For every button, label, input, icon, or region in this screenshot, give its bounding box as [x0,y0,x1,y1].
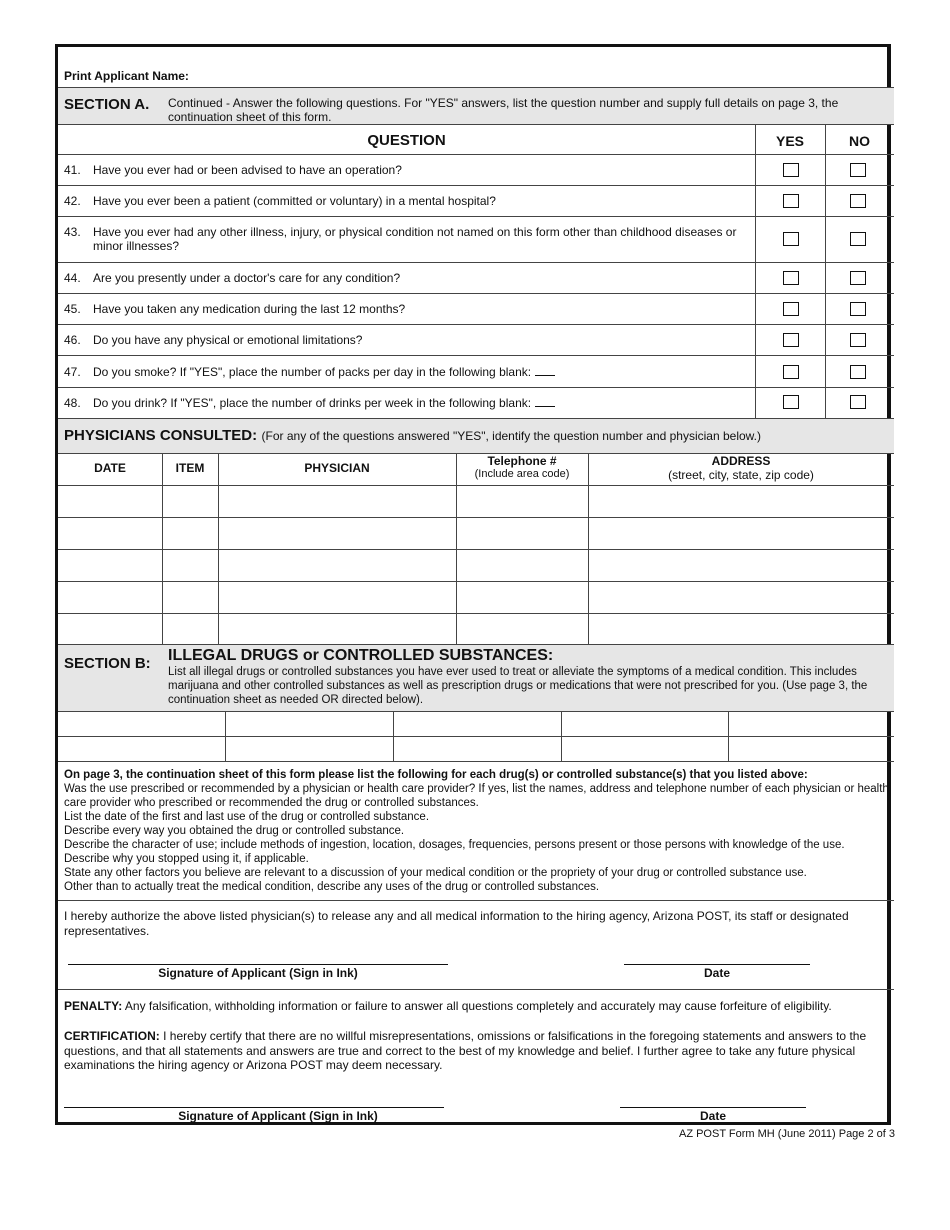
question-42-text: Have you ever been a patient (committed or voluntary) in a mental hospital? [93,194,496,208]
physicians-table-body[interactable] [58,486,894,644]
question-44-no-checkbox[interactable] [850,271,866,285]
certification-date-label: Date [699,1109,726,1123]
penalty-label: PENALTY: [64,999,123,1013]
form-footer-id: AZ POST Form MH (June 2011) Page 2 of 3 [678,1128,895,1140]
drugs-table-body[interactable] [58,712,894,761]
continuation-line: List the date of the first and last use of the drug or controlled substance. [64,811,430,823]
question-42-no-checkbox[interactable] [850,194,866,208]
certification-text-row [64,1029,890,1073]
certification-signature-label: Signature of Applicant (Sign in Ink) [178,1109,378,1123]
authorization-date-label: Date [703,966,730,980]
continuation-line: Describe why you stopped using it, if applicable. [64,853,309,865]
physician-column-header: PHYSICIAN [304,461,370,475]
authorization-date-line[interactable] [624,964,810,965]
telephone-column-subheader: (Include area code) [474,468,570,480]
question-48-no-checkbox[interactable] [850,395,866,409]
question-48-yes-checkbox[interactable] [783,395,799,409]
telephone-column-header: Telephone # [487,454,557,468]
question-45-yes-checkbox[interactable] [783,302,799,316]
question-45-number: 45. [64,302,81,316]
certification-text: I hereby certify that there are no willful misrepresentations, omissions or falsifications in the foregoing statements and answers to the questions, and that all statements and answers are true and correct to the best of my knowledge and belief. I further agree to take any future physical examinations the hiring agency or Arizona POST may deem necessary. [64,1029,867,1072]
question-46-text: Do you have any physical or emotional limitations? [93,333,363,347]
print-name-label: Print Applicant Name: [64,69,189,83]
medical-history-form [55,44,891,1125]
question-42-yes-checkbox[interactable] [783,194,799,208]
continuation-heading: On page 3, the continuation sheet of this form please list the following for each drug(s) or controlled substance(s) that you listed above: [64,769,808,781]
continuation-line: Describe the character of use; include methods of ingestion, location, dosages, frequencies, persons present or those persons with knowledge of the use. [64,839,845,851]
physicians-title: PHYSICIANS CONSULTED: [64,427,258,444]
question-48-number: 48. [64,396,81,410]
certification-label: CERTIFICATION: [64,1029,160,1043]
question-43-number: 43. [64,225,81,239]
question-42-number: 42. [64,194,81,208]
question-47-number: 47. [64,365,81,379]
question-43-yes-checkbox[interactable] [783,232,799,246]
item-column-header: ITEM [175,461,205,475]
section-b-text: List all illegal drugs or controlled substances you have ever used to treat or alleviate the symptoms of a medical condition. This includes marijuana and other controlled substances as well as prescription drugs or medications that were not prescribed for you. (Use page 3, the continuation sheet as needed OR directed below). [168,666,868,706]
drinks-per-week-blank[interactable] [535,396,555,407]
question-48-text: Do you drink? If "YES", place the number of drinks per week in the following blank: [93,396,532,410]
section-b-heading: ILLEGAL DRUGS or CONTROLLED SUBSTANCES: [168,647,554,664]
question-column-header: QUESTION [367,132,446,149]
yes-column-header: YES [775,133,804,149]
question-46-number: 46. [64,333,81,347]
address-column-header: ADDRESS [711,454,771,468]
question-44-text: Are you presently under a doctor's care for any condition? [93,271,401,285]
penalty-text-row [64,1000,890,1014]
certification-signature-line[interactable] [64,1107,444,1108]
question-46-no-checkbox[interactable] [850,333,866,347]
continuation-line: Was the use prescribed or recommended by a physician or health care provider? If yes, list the names, address and telephone number of each physician or health care provider who prescribed or recommended the drug or controlled substances. [64,783,889,809]
continuation-line: Other than to actually treat the medical condition, describe any uses of the drug or controlled substances. [64,881,600,893]
question-48-row [93,396,753,410]
question-47-no-checkbox[interactable] [850,365,866,379]
question-47-text: Do you smoke? If "YES", place the number of packs per day in the following blank: [93,365,532,379]
question-46-yes-checkbox[interactable] [783,333,799,347]
authorization-signature-line[interactable] [68,964,448,965]
address-column-subheader: (street, city, state, zip code) [668,468,814,482]
packs-per-day-blank[interactable] [535,365,555,376]
section-b-title: SECTION B: [64,655,151,672]
authorization-text: I hereby authorize the above listed physician(s) to release any and all medical information to the hiring agency, Arizona POST, its staff or designated representatives. [64,909,849,938]
question-44-yes-checkbox[interactable] [783,271,799,285]
authorization-signature-label: Signature of Applicant (Sign in Ink) [158,966,358,980]
certification-date-line[interactable] [620,1107,806,1108]
section-a-instructions: Continued - Answer the following questions. For "YES" answers, list the question number and supply full details on page 3, the continuation sheet of this form. [168,96,839,124]
question-47-yes-checkbox[interactable] [783,365,799,379]
question-41-no-checkbox[interactable] [850,163,866,177]
question-43-text: Have you ever had any other illness, injury, or physical condition not named on this form other than childhood diseases or minor illnesses? [93,225,737,253]
print-name-field[interactable] [198,61,888,85]
question-41-number: 41. [64,163,81,177]
section-a-title: SECTION A. [64,96,150,113]
question-45-text: Have you taken any medication during the last 12 months? [93,302,406,316]
date-column-header: DATE [94,461,126,475]
penalty-text: Any falsification, withholding information or failure to answer all questions completely and accurately may cause forfeiture of eligibility. [124,999,832,1013]
continuation-line: State any other factors you believe are relevant to a discussion of your medical condition or the propriety of your drug or controlled substance use. [64,867,807,879]
no-column-header: NO [849,133,870,149]
physicians-note: (For any of the questions answered "YES", identify the question number and physician below.) [261,429,762,443]
question-43-no-checkbox[interactable] [850,232,866,246]
question-44-number: 44. [64,271,81,285]
continuation-line: Describe every way you obtained the drug or controlled substance. [64,825,405,837]
question-47-row [93,365,753,379]
question-41-text: Have you ever had or been advised to have an operation? [93,163,402,177]
question-41-yes-checkbox[interactable] [783,163,799,177]
physicians-title-row [64,427,761,445]
question-45-no-checkbox[interactable] [850,302,866,316]
